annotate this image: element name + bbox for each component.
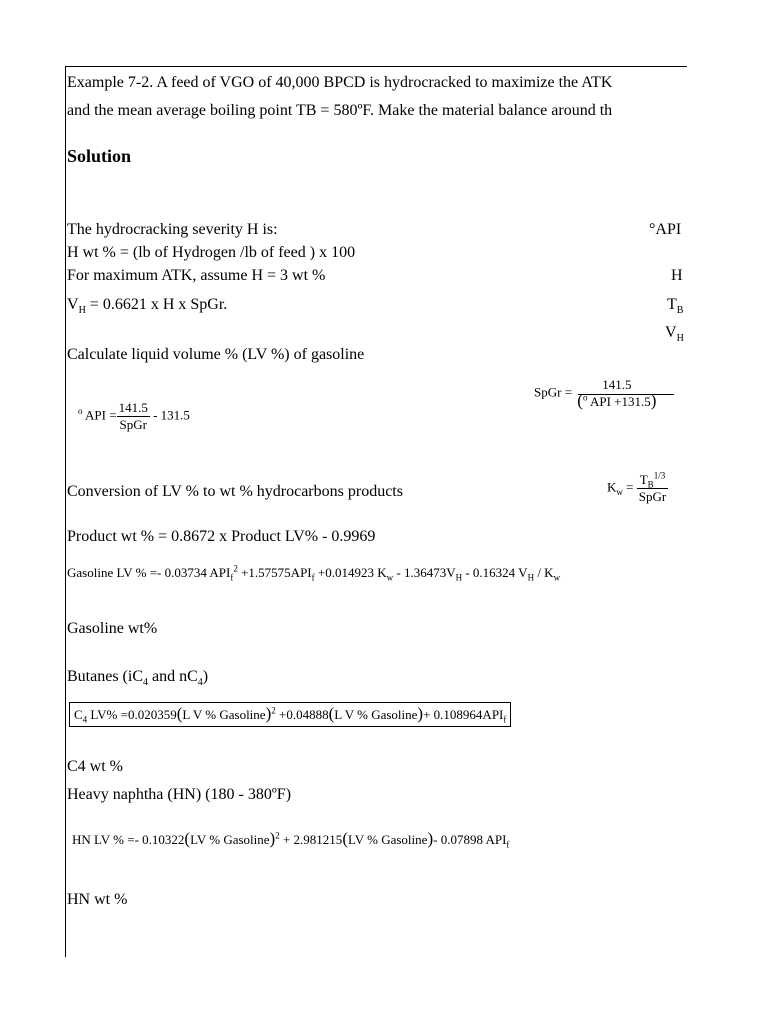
vh-expression: = 0.6621 x H x SpGr. — [85, 296, 228, 313]
severity-assumption: For maximum ATK, assume H = 3 wt % — [67, 267, 326, 284]
api-formula: $^o$ API = $\frac{141.5}{\text{SpGr}}$ - 131.5 — [78, 400, 190, 432]
hn-lv-formula: HN LV % =- 0.10322(LV % Gasoline)$^2$ + 2.981215(LV % Gasoline)- 0.07898 $API_f$ — [72, 829, 510, 850]
solution-heading: Solution — [67, 146, 132, 166]
product-wt-formula: Product wt % = 0.8672 x Product LV% - 0.9969 — [67, 528, 376, 545]
spreadsheet-page — [65, 66, 687, 957]
kw-formula: $K_w$ = $\frac{T_B^{1/3}}{\text{SpGr}}$ — [607, 470, 667, 504]
vh-symbol: V — [67, 296, 79, 313]
c4-lv-formula: $C_4$ LV% =0.020359(L V % Gasoline)$^2$ +0.04888(L V % Gasoline)+ $0.108964API_f$ — [69, 702, 511, 727]
vh-subscript: H — [78, 305, 86, 317]
severity-definition: H wt % = (lb of Hydrogen /lb of feed ) x 100 — [67, 244, 356, 261]
butanes-heading: Butanes ($iC_4$ and $nC_4$) — [67, 668, 209, 689]
gasoline-lv-formula: Gasoline LV % =- 0.03734 $API_f^2 +1.57575API_f +0.014923$ $K_w - 1.36473V_H - 0.16324$ $V_H / K_w$ — [67, 563, 561, 583]
hn-wt-heading: HN wt % — [67, 891, 128, 908]
spgr-fraction-bar — [578, 394, 674, 395]
conversion-heading: Conversion of LV % to wt % hydrocarbons products — [67, 483, 403, 500]
severity-intro: The hydrocracking severity H is: — [67, 221, 278, 238]
side-label-h: H — [671, 267, 683, 284]
side-label-api: °API — [649, 221, 682, 238]
side-label-tb: $T_B$ — [667, 296, 684, 317]
hn-heading: Heavy naphtha (HN) (180 - 380ºF) — [67, 786, 292, 803]
problem-line-2: and the mean average boiling point TB = 580ºF. Make the material balance around th — [67, 102, 613, 119]
problem-line-1: Example 7-2. A feed of VGO of 40,000 BPCD is hydrocracked to maximize the ATK — [67, 74, 613, 91]
side-label-vh: $V_H$ — [665, 324, 684, 345]
spgr-formula: SpGr = 141.5 ($^o$ API +131.5) — [534, 377, 657, 410]
vh-formula — [67, 295, 227, 315]
gasoline-lv-heading: Calculate liquid volume % (LV %) of gasoline — [67, 346, 365, 363]
gasoline-wt-heading: Gasoline wt% — [67, 620, 158, 637]
c4-wt-heading: C4 wt % — [67, 758, 123, 775]
